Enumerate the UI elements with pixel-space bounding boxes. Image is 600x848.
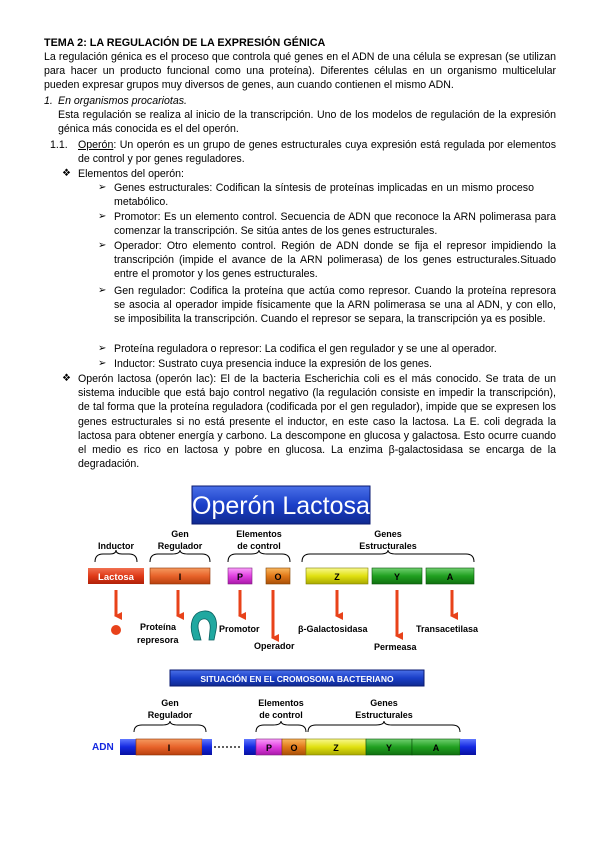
element-item: Genes estructurales: Codifican la síntesis de proteínas implicadas en un mismo proceso metabólico. [114, 182, 534, 209]
dna-z-label: Z [333, 743, 339, 753]
repressor-protein-icon [191, 611, 216, 640]
dna-segment-blue [202, 739, 212, 755]
lac-operon-diagram [0, 480, 600, 770]
chromosome-banner-text: SITUACIÓN EN EL CROMOSOMA BACTERIANO [200, 674, 394, 684]
label-elementos: Elementos [236, 529, 282, 539]
label-genes: Genes [374, 529, 402, 539]
subsection-1-1-text [78, 138, 556, 166]
label-estructurales: Estructurales [359, 541, 417, 551]
dna-o-label: O [290, 743, 298, 753]
box-a-label: A [446, 572, 454, 582]
product-transacetilasa: Transacetilasa [416, 624, 479, 634]
page-title: TEMA 2: LA REGULACIÓN DE LA EXPRESIÓN GÉNICA [44, 37, 326, 49]
product-galactosidasa: β-Galactosidasa [298, 624, 368, 634]
product-represora: represora [137, 635, 179, 645]
arrow-bullet-icon: ➢ [98, 240, 107, 251]
dna-i-label: I [167, 743, 171, 753]
subsection-1-1-number: 1.1. [50, 139, 68, 151]
label-genes-bottom: Genes [370, 698, 398, 708]
dna-segment-blue [120, 739, 136, 755]
box-lactosa-label: Lactosa [98, 572, 134, 583]
box-y-label: Y [393, 572, 401, 582]
section-1-number: 1. [44, 95, 53, 107]
label-estructurales-bottom: Estructurales [355, 710, 413, 720]
product-operador: Operador [254, 641, 295, 651]
arrow-bullet-icon: ➢ [98, 211, 107, 222]
label-gen: Gen [171, 529, 189, 539]
label-regulador-bottom: Regulador [147, 710, 193, 720]
dna-a-label: A [432, 743, 440, 753]
operon-term: Operón [78, 139, 114, 151]
label-inductor: Inductor [98, 541, 134, 551]
label-de-control: de control [237, 541, 281, 551]
banner-title: Operón Lactosa [192, 492, 370, 520]
arrow-bullet-icon: ➢ [98, 285, 107, 296]
diamond-bullet-icon: ❖ [62, 168, 71, 179]
braces [95, 550, 474, 562]
lac-operon-paragraph: Operón lactosa (operón lac): El de la bacteria Escherichia coli es el más conocido. Se trata de un sistema inducible que está bajo control negativo (la regulación consiste en impedir la transcripción), de tal forma que la proteína reguladora (codificada por el gen regulador), impide que se expresen los genes estructurales si no está presente el inductor, en este caso la lactosa. La E. coli degrada la lactosa para obtener energía y carbono. La descompone en glucosa y galactosa. Esto ocurre cuando el medio es rico en lactosa y pobre en glucosa. La enzima β-galactosidasa se encarga de la degradación. [78, 373, 556, 471]
operon-definition: : Un operón es un grupo de genes estructurales cuya expresión está regulada por elementos de control y por genes reguladores. [78, 139, 556, 166]
element-item: Inductor: Sustrato cuya presencia induce la expresión de los genes. [114, 358, 433, 370]
box-i-label: I [178, 572, 182, 582]
section-1-text: Esta regulación se realiza al inicio de la transcripción. Uno de los modelos de regulación de la expresión génica más conocida es el del operón. [58, 109, 556, 136]
box-o-label: O [274, 572, 282, 582]
dna-segment-blue [460, 739, 476, 755]
section-1-heading: En organismos procariotas. [58, 95, 187, 107]
dna-segment-blue [244, 739, 256, 755]
product-proteina: Proteína [140, 622, 177, 632]
diamond-bullet-icon: ❖ [62, 373, 71, 384]
element-item: Gen regulador: Codifica la proteína que actúa como represor. Cuando la proteína represora se asocia al operador impide físicamente que la ARN polimerasa se una al ADN, y con ello, se imposibilita la transcripción. Cuando el represor se separa, la transcripción ya es posible. [114, 285, 556, 326]
arrow-bullet-icon: ➢ [98, 358, 107, 369]
product-permeasa: Permeasa [374, 642, 417, 652]
element-item: Operador: Otro elemento control. Región de ADN donde se fija el represor impidiendo la transcripción (impide el avance de la ARN polimerasa) de los genes estructurales.Situado entre el promotor y los genes estructurales. [114, 240, 556, 281]
arrow-bullet-icon: ➢ [98, 343, 107, 354]
label-gen-bottom: Gen [161, 698, 179, 708]
element-item: Proteína reguladora o represor: La codifica el gen regulador y se une al operador. [114, 343, 497, 355]
product-promotor: Promotor [219, 624, 260, 634]
label-regulador: Regulador [157, 541, 203, 551]
box-z-label: Z [334, 572, 340, 582]
braces-bottom [134, 721, 460, 732]
element-item: Promotor: Es un elemento control. Secuencia de ADN que reconoce la ARN polimerasa para comenzar la transcripción. Se sitúa antes de los genes estructurales. [114, 211, 556, 238]
label-de-control-bottom: de control [259, 710, 303, 720]
adn-label: ADN [92, 742, 114, 753]
label-elementos-bottom: Elementos [258, 698, 304, 708]
dna-p-label: P [265, 743, 273, 753]
intro-paragraph: La regulación génica es el proceso que controla qué genes en el ADN de una célula se expresan (se utilizan para hacer un producto funcional como una proteína). Diferentes células en un organismo multicelular pueden expresar grupos muy diversos de genes, aun cuando contienen el mismo ADN. [44, 51, 556, 92]
arrow-bullet-icon: ➢ [98, 182, 107, 193]
elements-heading: Elementos del operón: [78, 168, 185, 180]
box-p-label: P [236, 572, 244, 582]
lactose-molecule [111, 625, 121, 635]
dna-y-label: Y [385, 743, 393, 753]
